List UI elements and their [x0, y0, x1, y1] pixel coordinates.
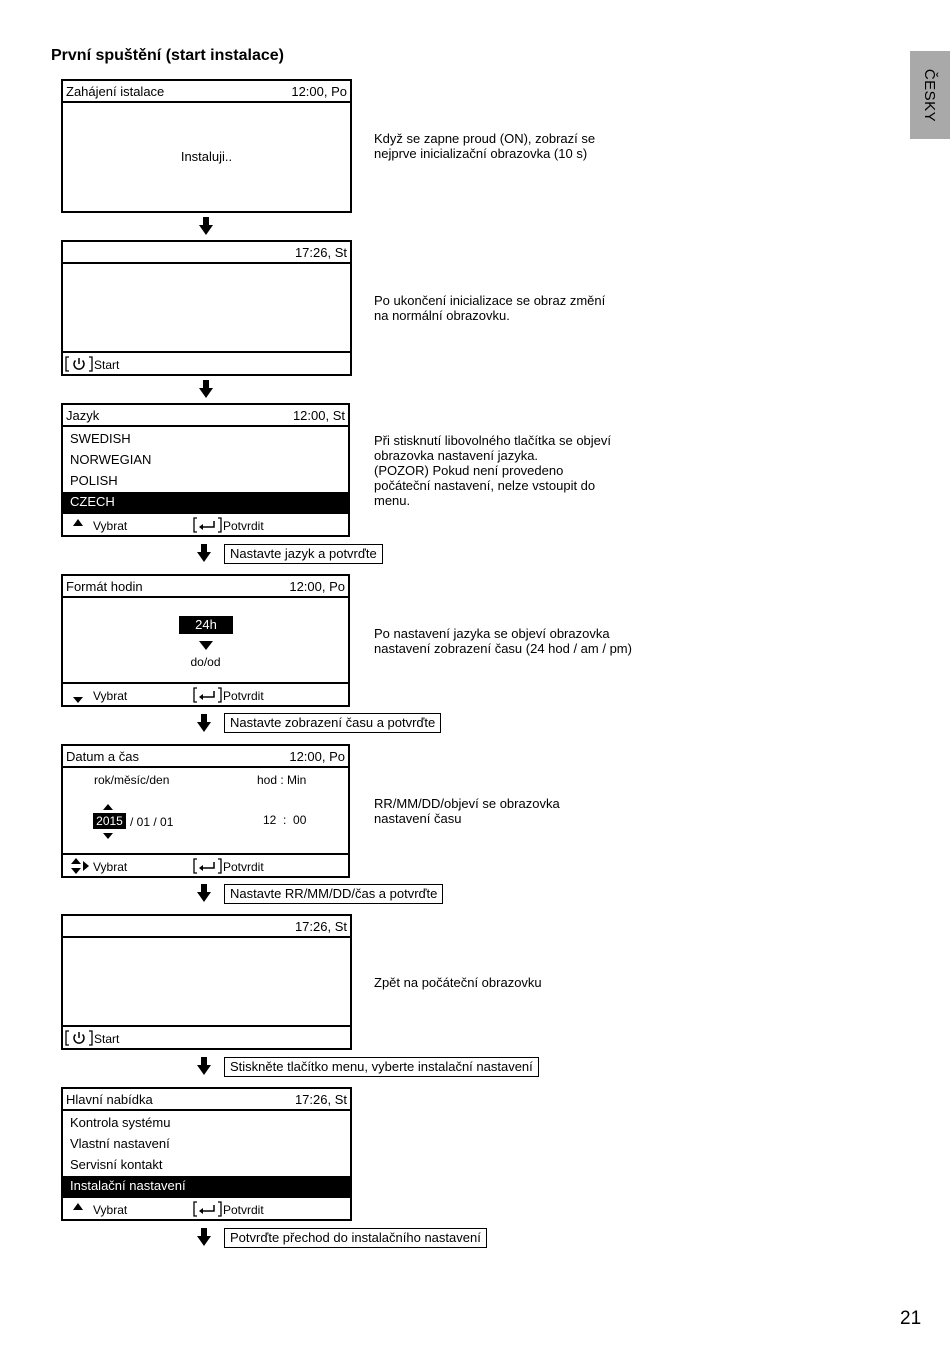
desc-line: menu.	[374, 493, 411, 508]
desc-line: RR/MM/DD/objeví se obrazovka	[374, 796, 560, 811]
clock-format-value[interactable]: 24h	[179, 616, 233, 634]
language-option-czech[interactable]: CZECH	[63, 492, 348, 512]
language-side-tab-label: ČESKY	[921, 68, 939, 122]
down-triangle-icon	[199, 641, 213, 650]
up-triangle-icon	[73, 1203, 83, 1210]
step-note-language: Nastavte jazyk a potvrďte	[224, 544, 383, 564]
confirm-label: Potvrdit	[223, 519, 264, 533]
screen-time: 12:00, St	[292, 408, 345, 423]
screen-header	[63, 242, 350, 264]
down-arrow-icon	[197, 714, 211, 732]
screen5-description	[374, 796, 560, 826]
select-label: Vybrat	[93, 1203, 128, 1217]
confirm-label: Potvrdit	[223, 860, 264, 874]
date-rest: / 01 / 01	[130, 815, 174, 829]
screen-footer	[63, 1025, 350, 1048]
screen-time: 17:26, St	[294, 919, 347, 934]
desc-line: nastavení času	[374, 811, 462, 826]
screen-home	[61, 914, 352, 1050]
desc-line: nejprve inicializační obrazovka (10 s)	[374, 146, 588, 161]
desc-line: Když se zapne proud (ON), zobrazí se	[374, 131, 596, 146]
select-label: Vybrat	[93, 519, 128, 533]
screen-header	[63, 405, 348, 427]
screen-language	[61, 403, 350, 537]
confirm-label: Potvrdit	[223, 1203, 264, 1217]
desc-line: obrazovka nastavení jazyka.	[374, 448, 539, 463]
screen2-description	[374, 293, 605, 323]
year-value[interactable]: 2015	[93, 813, 126, 829]
installing-text: Instaluji..	[180, 149, 233, 164]
down-arrow-icon	[197, 884, 211, 902]
screen-title: Jazyk	[66, 408, 100, 423]
menu-item-custom-settings[interactable]: Vlastní nastavení	[70, 1136, 170, 1151]
screen-header	[63, 916, 350, 938]
desc-line: Zpět na počáteční obrazovku	[374, 975, 542, 990]
screen-install-start	[61, 79, 352, 213]
screen-header	[63, 746, 348, 768]
desc-line: (POZOR) Pokud není provedeno	[374, 463, 564, 478]
clock-value[interactable]: 12 : 00	[263, 813, 307, 827]
down-small-triangle-icon	[103, 833, 113, 839]
page-title: První spuštění (start instalace)	[51, 47, 284, 64]
select-label: Vybrat	[93, 689, 128, 703]
enter-button-icon[interactable]	[193, 517, 222, 533]
step-note-clock-format: Nastavte zobrazení času a potvrďte	[224, 713, 441, 733]
screen-time: 12:00, Po	[291, 84, 347, 99]
enter-button-icon[interactable]	[193, 1201, 222, 1217]
up-down-right-icon	[71, 858, 91, 874]
power-button-icon[interactable]	[65, 356, 93, 372]
power-button-icon[interactable]	[65, 1030, 93, 1046]
desc-line: Po ukončení inicializace se obraz změní	[374, 293, 606, 308]
screen-date-time	[61, 744, 350, 878]
start-label: Start	[94, 358, 120, 372]
page-number: 21	[900, 1308, 922, 1329]
language-option-swedish[interactable]: SWEDISH	[70, 431, 131, 446]
enter-button-icon[interactable]	[193, 687, 222, 703]
desc-line: Po nastavení jazyka se objeví obrazovka	[374, 626, 610, 641]
screen-footer	[63, 1196, 350, 1219]
desc-line: na normální obrazovku.	[374, 308, 510, 323]
language-side-tab	[910, 51, 950, 139]
screen4-description	[374, 626, 632, 656]
screen-footer	[63, 853, 348, 876]
step-note-menu: Stiskněte tlačítko menu, vyberte instalační nastavení	[224, 1057, 539, 1077]
menu-item-service-contact[interactable]: Servisní kontakt	[70, 1157, 163, 1172]
date-label: rok/měsíc/den	[94, 773, 170, 787]
down-arrow-icon	[199, 217, 213, 235]
screen3-description	[374, 433, 611, 508]
select-label: Vybrat	[93, 860, 128, 874]
screen-footer	[63, 512, 348, 535]
screen1-description	[374, 131, 595, 161]
down-arrow-icon	[199, 380, 213, 398]
screen-normal	[61, 240, 352, 376]
desc-line: nastavení zobrazení času (24 hod / am / pm)	[374, 641, 632, 656]
up-triangle-icon	[73, 519, 83, 526]
down-arrow-icon	[197, 1057, 211, 1075]
screen-time: 12:00, Po	[289, 749, 345, 764]
screen-time: 12:00, Po	[289, 579, 345, 594]
menu-item-system-check[interactable]: Kontrola systému	[70, 1115, 171, 1130]
enter-button-icon[interactable]	[193, 858, 222, 874]
menu-item-installation-settings[interactable]: Instalační nastavení	[63, 1176, 350, 1196]
screen-footer	[63, 682, 348, 705]
clock-format-sub: do/od	[190, 655, 221, 669]
desc-line: počáteční nastavení, nelze vstoupit do	[374, 478, 596, 493]
time-label: hod : Min	[257, 773, 307, 787]
screen-title: Datum a čas	[66, 749, 139, 764]
screen-title: Formát hodin	[66, 579, 143, 594]
step-note-installation: Potvrďte přechod do instalačního nastavení	[224, 1228, 487, 1248]
screen-time: 17:26, St	[294, 245, 347, 260]
screen-footer	[63, 351, 350, 374]
down-small-triangle-icon	[73, 697, 83, 703]
screen-time: 17:26, St	[294, 1092, 347, 1107]
screen-title: Zahájení istalace	[66, 84, 165, 99]
screen-header	[63, 576, 348, 598]
screen-clock-format	[61, 574, 350, 707]
down-arrow-icon	[197, 1228, 211, 1246]
step-note-date-time: Nastavte RR/MM/DD/čas a potvrďte	[224, 884, 443, 904]
screen-main-menu	[61, 1087, 352, 1221]
desc-line: Při stisknutí libovolného tlačítka se objeví	[374, 433, 612, 448]
screen-header	[63, 1089, 350, 1111]
language-option-polish[interactable]: POLISH	[70, 473, 118, 488]
confirm-label: Potvrdit	[223, 689, 264, 703]
up-small-triangle-icon	[103, 804, 113, 810]
screen-header	[63, 81, 350, 103]
screen6-description	[374, 975, 542, 990]
start-label: Start	[94, 1032, 120, 1046]
language-option-norwegian[interactable]: NORWEGIAN	[70, 452, 152, 467]
screen-title: Hlavní nabídka	[66, 1092, 153, 1107]
down-arrow-icon	[197, 544, 211, 562]
